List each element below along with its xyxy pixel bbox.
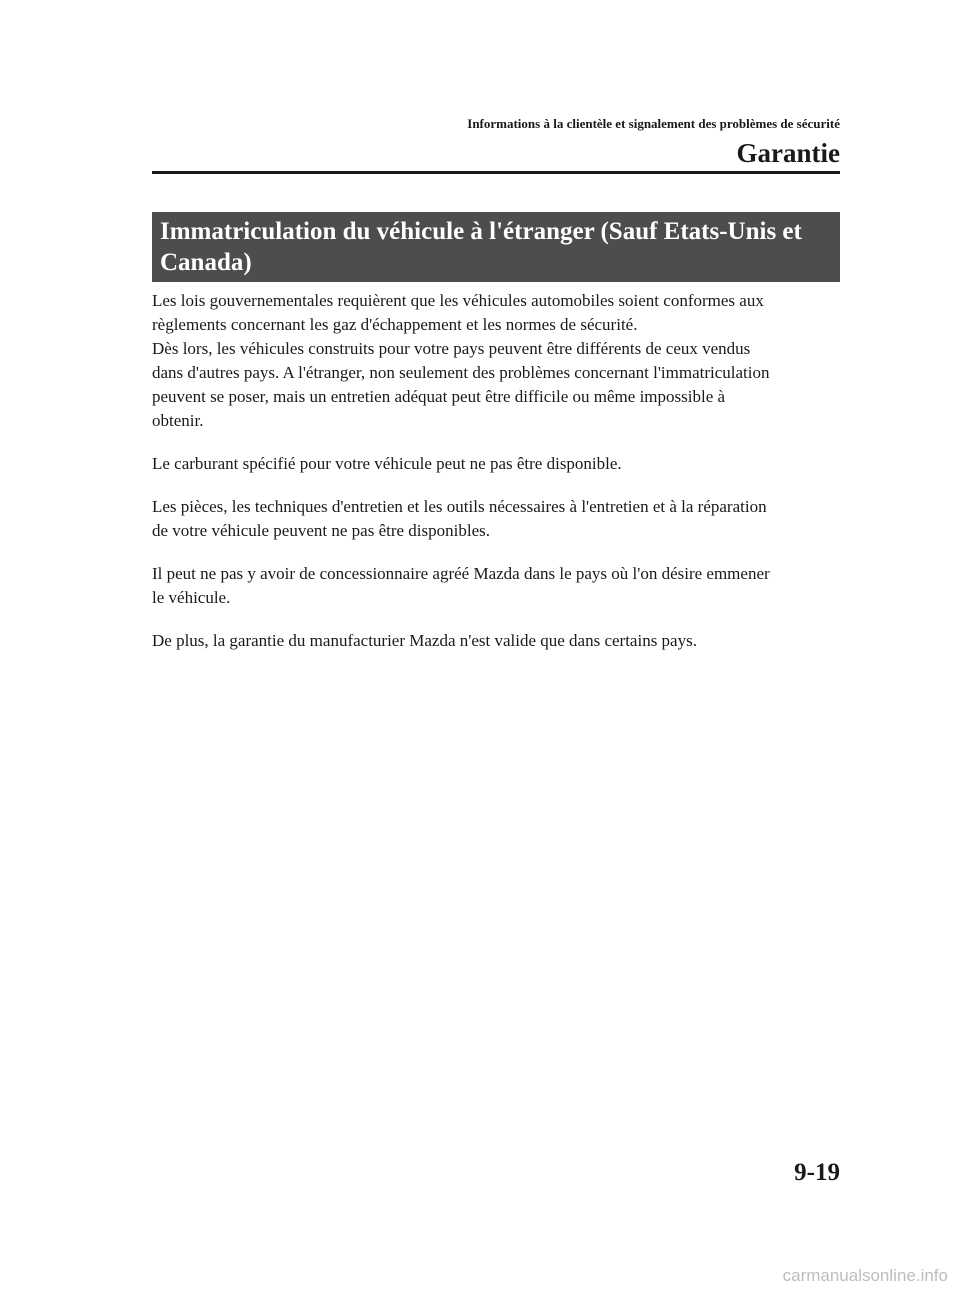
body-content (152, 289, 840, 672)
paragraph-warranty (152, 629, 840, 653)
paragraph-parts (152, 495, 840, 543)
text-line: peuvent se poser, mais un entretien adéquat peut être difficile ou même impossible à (152, 387, 726, 406)
page-header (152, 116, 840, 169)
text-line: De plus, la garantie du manufacturier Mazda n'est valide que dans certains pays. (152, 631, 697, 650)
chapter-title: Garantie (736, 138, 840, 168)
text-line: de votre véhicule peuvent ne pas être disponibles. (152, 521, 490, 540)
section-heading-line: Immatriculation du véhicule à l'étranger (Sauf Etats-Unis et (160, 218, 802, 245)
text-line: dans d'autres pays. A l'étranger, non seulement des problèmes concernant l'immatriculation (152, 363, 770, 382)
header-divider (152, 171, 840, 174)
page-number: 9-19 (794, 1159, 840, 1186)
text-line: Les lois gouvernementales requièrent que les véhicules automobiles soient conformes aux (152, 291, 764, 310)
section-heading (160, 216, 832, 278)
text-line: règlements concernant les gaz d'échappement et les normes de sécurité. (152, 315, 638, 334)
paragraph-regulations (152, 289, 840, 433)
text-line: Dès lors, les véhicules construits pour votre pays peuvent être différents de ceux vendus (152, 339, 751, 358)
text-line: le véhicule. (152, 588, 231, 607)
text-line: obtenir. (152, 411, 204, 430)
watermark: carmanualsonline.info (782, 1266, 948, 1285)
text-line: Il peut ne pas y avoir de concessionnaire agréé Mazda dans le pays où l'on désire emmener (152, 564, 770, 583)
text-line: Le carburant spécifié pour votre véhicule peut ne pas être disponible. (152, 454, 622, 473)
paragraph-dealer (152, 562, 840, 610)
text-line: Les pièces, les techniques d'entretien et les outils nécessaires à l'entretien et à la réparation (152, 497, 767, 516)
section-heading-line: Canada) (160, 249, 252, 276)
chapter-subtitle: Informations à la clientèle et signalement des problèmes de sécurité (467, 116, 840, 131)
section-banner (152, 212, 840, 282)
paragraph-fuel (152, 452, 840, 476)
